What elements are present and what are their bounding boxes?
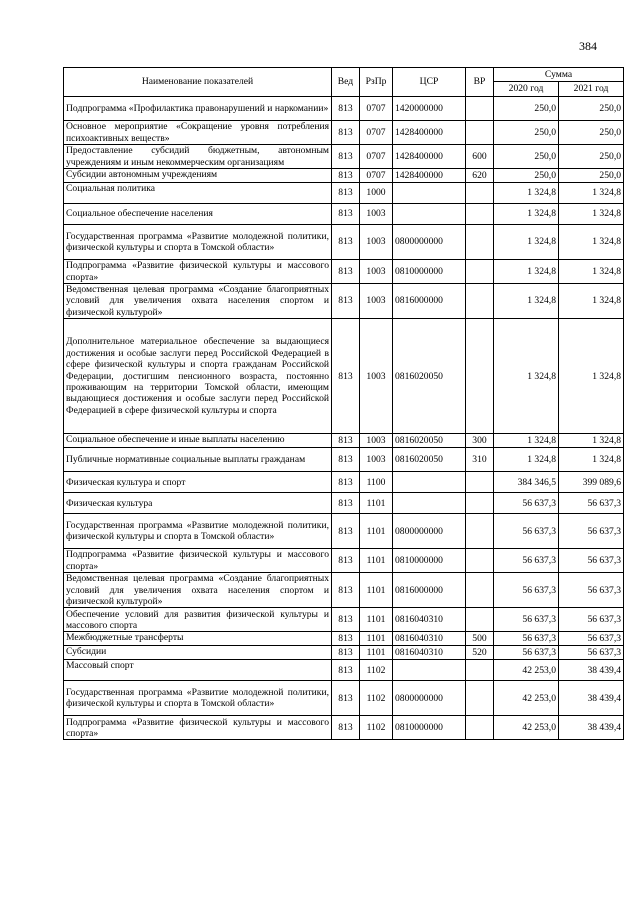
cell-rzpr: 1102 [360, 716, 393, 740]
cell-name: Государственная программа «Развитие молодежной политики, физической культуры и спорта в Томской области» [64, 681, 332, 716]
cell-name: Дополнительное материальное обеспечение за выдающиеся достижения и особые заслуги перед Российской Федерацией в сфере физической культуры и спорта гражданам Российской Федерации, достигшим пенсионного возраста, постоянно проживающим на территории Томской области, имеющим выдающиеся достижения и особые заслуги перед Российской Федерацией в сфере физической культуры и спорта [64, 319, 332, 434]
cell-ved: 813 [332, 97, 360, 121]
cell-csr: 1428400000 [393, 121, 466, 145]
cell-csr: 0800000000 [393, 681, 466, 716]
cell-2020: 1 324,8 [494, 225, 559, 260]
cell-2021: 56 637,3 [559, 514, 624, 549]
cell-vr [466, 514, 494, 549]
cell-name: Физическая культура [64, 493, 332, 514]
table-row [64, 646, 624, 660]
cell-2021: 56 637,3 [559, 549, 624, 573]
table-row [64, 681, 624, 716]
cell-rzpr: 1101 [360, 514, 393, 549]
cell-ved: 813 [332, 716, 360, 740]
cell-rzpr: 1000 [360, 183, 393, 204]
header-csr: ЦСР [393, 68, 466, 97]
table-row [64, 121, 624, 145]
cell-2021: 38 439,4 [559, 681, 624, 716]
cell-ved: 813 [332, 549, 360, 573]
cell-vr [466, 716, 494, 740]
cell-vr [466, 121, 494, 145]
cell-csr [393, 204, 466, 225]
cell-csr: 1428400000 [393, 169, 466, 183]
cell-csr: 0816000000 [393, 284, 466, 319]
cell-csr [393, 183, 466, 204]
table-row [64, 472, 624, 493]
table-row [64, 145, 624, 169]
table-row [64, 608, 624, 632]
cell-csr: 0800000000 [393, 514, 466, 549]
cell-rzpr: 1003 [360, 260, 393, 284]
cell-rzpr: 1003 [360, 434, 393, 448]
cell-name: Ведомственная целевая программа «Создание благоприятных условий для увеличения охвата населения спортом и физической культурой» [64, 573, 332, 608]
cell-name: Подпрограмма «Развитие физической культуры и массового спорта» [64, 716, 332, 740]
cell-name: Ведомственная целевая программа «Создание благоприятных условий для увеличения охвата населения спортом и физической культурой» [64, 284, 332, 319]
cell-vr [466, 284, 494, 319]
table-row [64, 169, 624, 183]
cell-csr: 0816040310 [393, 608, 466, 632]
header-vr: ВР [466, 68, 494, 97]
cell-rzpr: 1003 [360, 284, 393, 319]
cell-ved: 813 [332, 632, 360, 646]
table-row [64, 549, 624, 573]
cell-2021: 56 637,3 [559, 573, 624, 608]
cell-csr: 0816020050 [393, 448, 466, 472]
cell-ved: 813 [332, 260, 360, 284]
table-row [64, 493, 624, 514]
cell-rzpr: 1101 [360, 549, 393, 573]
cell-rzpr: 0707 [360, 97, 393, 121]
table-row [64, 260, 624, 284]
cell-csr: 0800000000 [393, 225, 466, 260]
cell-rzpr: 1101 [360, 608, 393, 632]
cell-2021: 250,0 [559, 169, 624, 183]
cell-2021: 1 324,8 [559, 434, 624, 448]
cell-ved: 813 [332, 169, 360, 183]
cell-ved: 813 [332, 183, 360, 204]
cell-vr: 500 [466, 632, 494, 646]
cell-vr: 310 [466, 448, 494, 472]
cell-2021: 1 324,8 [559, 225, 624, 260]
cell-2021: 1 324,8 [559, 260, 624, 284]
cell-2021: 56 637,3 [559, 493, 624, 514]
table-row [64, 716, 624, 740]
cell-2020: 1 324,8 [494, 448, 559, 472]
cell-rzpr: 1003 [360, 225, 393, 260]
cell-name: Социальная политика [64, 183, 332, 204]
cell-csr: 1420000000 [393, 97, 466, 121]
cell-csr: 1428400000 [393, 145, 466, 169]
cell-csr: 0816040310 [393, 632, 466, 646]
header-rzpr: РзПр [360, 68, 393, 97]
cell-rzpr: 1101 [360, 493, 393, 514]
cell-vr [466, 608, 494, 632]
cell-rzpr: 1003 [360, 448, 393, 472]
cell-vr: 300 [466, 434, 494, 448]
cell-name: Подпрограмма «Профилактика правонарушений и наркомании» [64, 97, 332, 121]
cell-2020: 1 324,8 [494, 284, 559, 319]
cell-2020: 56 637,3 [494, 549, 559, 573]
cell-name: Массовый спорт [64, 660, 332, 681]
cell-csr: 0816020050 [393, 434, 466, 448]
cell-vr [466, 472, 494, 493]
cell-2020: 42 253,0 [494, 716, 559, 740]
cell-ved: 813 [332, 434, 360, 448]
cell-2020: 56 637,3 [494, 514, 559, 549]
cell-2021: 38 439,4 [559, 716, 624, 740]
cell-csr [393, 660, 466, 681]
cell-ved: 813 [332, 660, 360, 681]
cell-name: Подпрограмма «Развитие физической культуры и массового спорта» [64, 260, 332, 284]
cell-csr: 0810000000 [393, 549, 466, 573]
cell-name: Обеспечение условий для развития физической культуры и массового спорта [64, 608, 332, 632]
cell-name: Государственная программа «Развитие молодежной политики, физической культуры и спорта в Томской области» [64, 514, 332, 549]
cell-vr [466, 225, 494, 260]
page-number: 384 [579, 39, 597, 53]
cell-2021: 1 324,8 [559, 183, 624, 204]
table-row [64, 204, 624, 225]
cell-rzpr: 1101 [360, 632, 393, 646]
cell-vr [466, 573, 494, 608]
budget-table [63, 67, 624, 740]
cell-2021: 56 637,3 [559, 646, 624, 660]
cell-name: Подпрограмма «Развитие физической культуры и массового спорта» [64, 549, 332, 573]
cell-rzpr: 1102 [360, 660, 393, 681]
header-year-2021: 2021 год [559, 82, 624, 97]
cell-2020: 1 324,8 [494, 204, 559, 225]
cell-name: Межбюджетные трансферты [64, 632, 332, 646]
header-name: Наименование показателей [64, 68, 332, 97]
cell-name: Государственная программа «Развитие молодежной политики, физической культуры и спорта в Томской области» [64, 225, 332, 260]
cell-2020: 250,0 [494, 169, 559, 183]
cell-ved: 813 [332, 284, 360, 319]
cell-2020: 56 637,3 [494, 608, 559, 632]
cell-rzpr: 0707 [360, 121, 393, 145]
cell-vr [466, 204, 494, 225]
cell-2020: 384 346,5 [494, 472, 559, 493]
table-row [64, 284, 624, 319]
cell-2021: 56 637,3 [559, 608, 624, 632]
cell-rzpr: 1101 [360, 646, 393, 660]
cell-name: Субсидии [64, 646, 332, 660]
cell-2020: 56 637,3 [494, 632, 559, 646]
cell-vr: 600 [466, 145, 494, 169]
cell-2021: 1 324,8 [559, 448, 624, 472]
cell-ved: 813 [332, 646, 360, 660]
cell-vr: 520 [466, 646, 494, 660]
cell-vr [466, 260, 494, 284]
cell-2020: 1 324,8 [494, 260, 559, 284]
cell-2021: 250,0 [559, 145, 624, 169]
cell-2021: 1 324,8 [559, 319, 624, 434]
cell-csr: 0816040310 [393, 646, 466, 660]
cell-vr [466, 183, 494, 204]
cell-2021: 250,0 [559, 121, 624, 145]
cell-2020: 42 253,0 [494, 681, 559, 716]
cell-vr [466, 660, 494, 681]
cell-name: Физическая культура и спорт [64, 472, 332, 493]
cell-2020: 42 253,0 [494, 660, 559, 681]
cell-ved: 813 [332, 514, 360, 549]
table-row [64, 514, 624, 549]
cell-csr: 0810000000 [393, 260, 466, 284]
cell-csr: 0810000000 [393, 716, 466, 740]
cell-rzpr: 1102 [360, 681, 393, 716]
table-row [64, 660, 624, 681]
header-ved: Вед [332, 68, 360, 97]
cell-2020: 56 637,3 [494, 493, 559, 514]
table-row [64, 448, 624, 472]
cell-name: Основное мероприятие «Сокращение уровня потребления психоактивных веществ» [64, 121, 332, 145]
table-row [64, 573, 624, 608]
cell-2021: 1 324,8 [559, 204, 624, 225]
cell-2020: 1 324,8 [494, 183, 559, 204]
cell-ved: 813 [332, 573, 360, 608]
cell-name: Публичные нормативные социальные выплаты гражданам [64, 448, 332, 472]
table-row [64, 183, 624, 204]
cell-ved: 813 [332, 493, 360, 514]
cell-2020: 56 637,3 [494, 573, 559, 608]
cell-vr [466, 97, 494, 121]
cell-2020: 1 324,8 [494, 319, 559, 434]
cell-2021: 250,0 [559, 97, 624, 121]
cell-2021: 399 089,6 [559, 472, 624, 493]
header-sum: Сумма [494, 68, 624, 82]
cell-2020: 250,0 [494, 145, 559, 169]
cell-rzpr: 1101 [360, 573, 393, 608]
cell-vr [466, 681, 494, 716]
cell-ved: 813 [332, 204, 360, 225]
table-row [64, 434, 624, 448]
cell-name: Предоставление субсидий бюджетным, автономным учреждениям и иным некоммерческим организациям [64, 145, 332, 169]
cell-ved: 813 [332, 319, 360, 434]
cell-ved: 813 [332, 608, 360, 632]
cell-2021: 56 637,3 [559, 632, 624, 646]
cell-rzpr: 0707 [360, 169, 393, 183]
cell-name: Социальное обеспечение и иные выплаты населению [64, 434, 332, 448]
cell-rzpr: 1100 [360, 472, 393, 493]
cell-vr [466, 319, 494, 434]
cell-csr [393, 472, 466, 493]
table-row [64, 97, 624, 121]
cell-name: Субсидии автономным учреждениям [64, 169, 332, 183]
table-row [64, 225, 624, 260]
header-row [64, 68, 624, 82]
cell-csr [393, 493, 466, 514]
cell-csr: 0816000000 [393, 573, 466, 608]
cell-ved: 813 [332, 225, 360, 260]
cell-2020: 1 324,8 [494, 434, 559, 448]
cell-csr: 0816020050 [393, 319, 466, 434]
cell-ved: 813 [332, 472, 360, 493]
cell-2020: 250,0 [494, 121, 559, 145]
cell-ved: 813 [332, 145, 360, 169]
cell-2021: 1 324,8 [559, 284, 624, 319]
table-row [64, 319, 624, 434]
cell-rzpr: 1003 [360, 204, 393, 225]
cell-vr: 620 [466, 169, 494, 183]
header-year-2020: 2020 год [494, 82, 559, 97]
table-row [64, 632, 624, 646]
cell-name: Социальное обеспечение населения [64, 204, 332, 225]
cell-rzpr: 0707 [360, 145, 393, 169]
cell-rzpr: 1003 [360, 319, 393, 434]
cell-ved: 813 [332, 448, 360, 472]
cell-2021: 38 439,4 [559, 660, 624, 681]
cell-2020: 250,0 [494, 97, 559, 121]
cell-vr [466, 549, 494, 573]
cell-vr [466, 493, 494, 514]
cell-2020: 56 637,3 [494, 646, 559, 660]
cell-ved: 813 [332, 681, 360, 716]
cell-ved: 813 [332, 121, 360, 145]
